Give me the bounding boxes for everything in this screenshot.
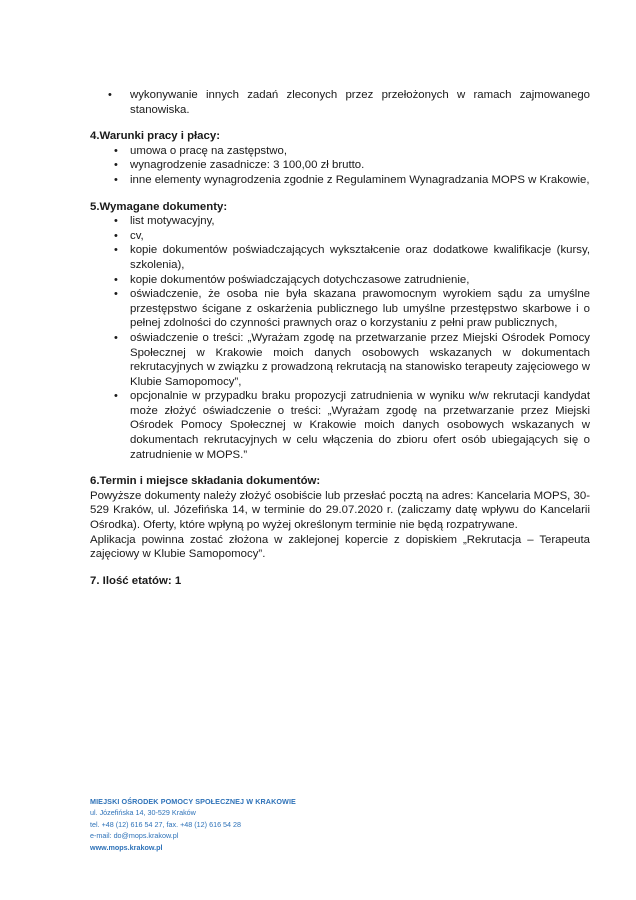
section-deadline-place [90,474,590,562]
bullet-icon: • [114,159,118,172]
document-body [90,88,590,588]
list-item-text: oświadczenie, że osoba nie była skazana prawomocnym wyrokiem sądu za umyślne przestępstwo ścigane z oskarżenia publicznego lub umyślne przestępstwo skarbowe i o pełnej zdolności do czynności prawnych oraz o korzystaniu z pełni praw publicznych, [130,288,590,330]
deadline-paragraph: Powyższe dokumenty należy złożyć osobiście lub przesłać pocztą na adres: Kancelaria MOPS, 30-529 Kraków, ul. Józefińska 14, w terminie do 29.07.2020 r. (zaliczamy datę wpływu do Kancelarii Ośrodka). Oferty, które wpłyną po wyżej określonym terminie nie będą rozpatrywane. [90,489,590,532]
work-conditions-list [90,144,590,188]
bullet-icon: • [114,229,118,242]
list-item-text: opcjonalnie w przypadku braku propozycji zatrudnienia w wyniku w/w rekrutacji kandydat może złożyć oświadczenie o treści: „Wyrażam zgodę na przetwarzanie przez Miejski Ośrodek Pomocy Społecznej w Krakowie moich danych osobowych wskazanych w dokumentach rekrutacyjnych w celu włączenia do zbioru ofert osób ubiegających się o zatrudnienie w MOPS.” [130,390,590,461]
list-item-text: oświadczenie o treści: „Wyrażam zgodę na przetwarzanie przez Miejski Ośrodek Pomocy Społecznej w Krakowie moich danych osobowych wskazanych w dokumentach rekrutacyjnych w związku z prowadzoną rekrutacją na stanowisko terapeuty zajęciowego w Klubie Samopomocy”, [130,331,590,388]
section-positions-count [90,574,590,589]
bullet-icon: • [114,215,118,228]
list-item [90,273,590,288]
list-item [90,389,590,462]
section-heading: 7. Ilość etatów: 1 [90,574,182,587]
bullet-icon: • [114,173,118,186]
list-item-text: kopie dokumentów poświadczających wykształcenie oraz dodatkowe kwalifikacje (kursy, szkolenia), [130,244,590,271]
bullet-icon: • [114,390,118,403]
section-required-documents [90,200,590,463]
list-item [90,144,590,159]
bullet-icon: • [108,89,112,101]
letterhead-footer [90,796,490,853]
list-item [90,158,590,173]
list-item [90,229,590,244]
list-item [90,214,590,229]
footer-phone: tel. +48 (12) 616 54 27, fax. +48 (12) 616 54 28 [90,819,242,829]
list-item [90,173,590,188]
footer-website-link[interactable]: www.mops.krakow.pl [90,842,163,852]
section-heading: 4.Warunki pracy i płacy: [90,130,220,143]
section-heading: 6.Termin i miejsce składania dokumentów: [90,475,321,488]
list-item [90,287,590,331]
list-item-text: umowa o pracę na zastępstwo, [130,144,288,157]
list-item-text: list motywacyjny, [130,215,215,228]
footer-email[interactable]: e-mail: do@mops.krakow.pl [90,831,179,841]
list-item-text: cv, [130,229,144,242]
section-heading: 5.Wymagane dokumenty: [90,200,228,213]
envelope-paragraph: Aplikacja powinna zostać złożona w zaklejonej kopercie z dopiskiem „Rekrutacja – Terapeuta zajęciowy w Klubie Samopomocy”. [90,533,590,561]
footer-organization: MIEJSKI OŚRODEK POMOCY SPOŁECZNEJ W KRAKOWIE [90,797,296,806]
bullet-icon: • [114,273,118,286]
bullet-icon: • [114,288,118,301]
list-item [90,331,590,389]
list-item-text: wykonywanie innych zadań zleconych przez przełożonych w ramach zajmowanego stanowiska. [130,89,590,116]
list-item-text: kopie dokumentów poświadczających dotychczasowe zatrudnienie, [130,273,470,286]
list-item [90,243,590,272]
bullet-icon: • [114,331,118,344]
bullet-icon: • [114,244,118,257]
section-work-conditions [90,129,590,187]
list-item-text: inne elementy wynagrodzenia zgodnie z Regulaminem Wynagradzania MOPS w Krakowie, [130,173,590,186]
bullet-icon: • [114,144,118,157]
footer-address: ul. Józefińska 14, 30-529 Kraków [90,808,196,818]
list-item-text: wynagrodzenie zasadnicze: 3 100,00 zł brutto. [130,159,365,172]
intro-list [90,88,590,117]
list-item [90,88,590,117]
required-documents-list [90,214,590,462]
